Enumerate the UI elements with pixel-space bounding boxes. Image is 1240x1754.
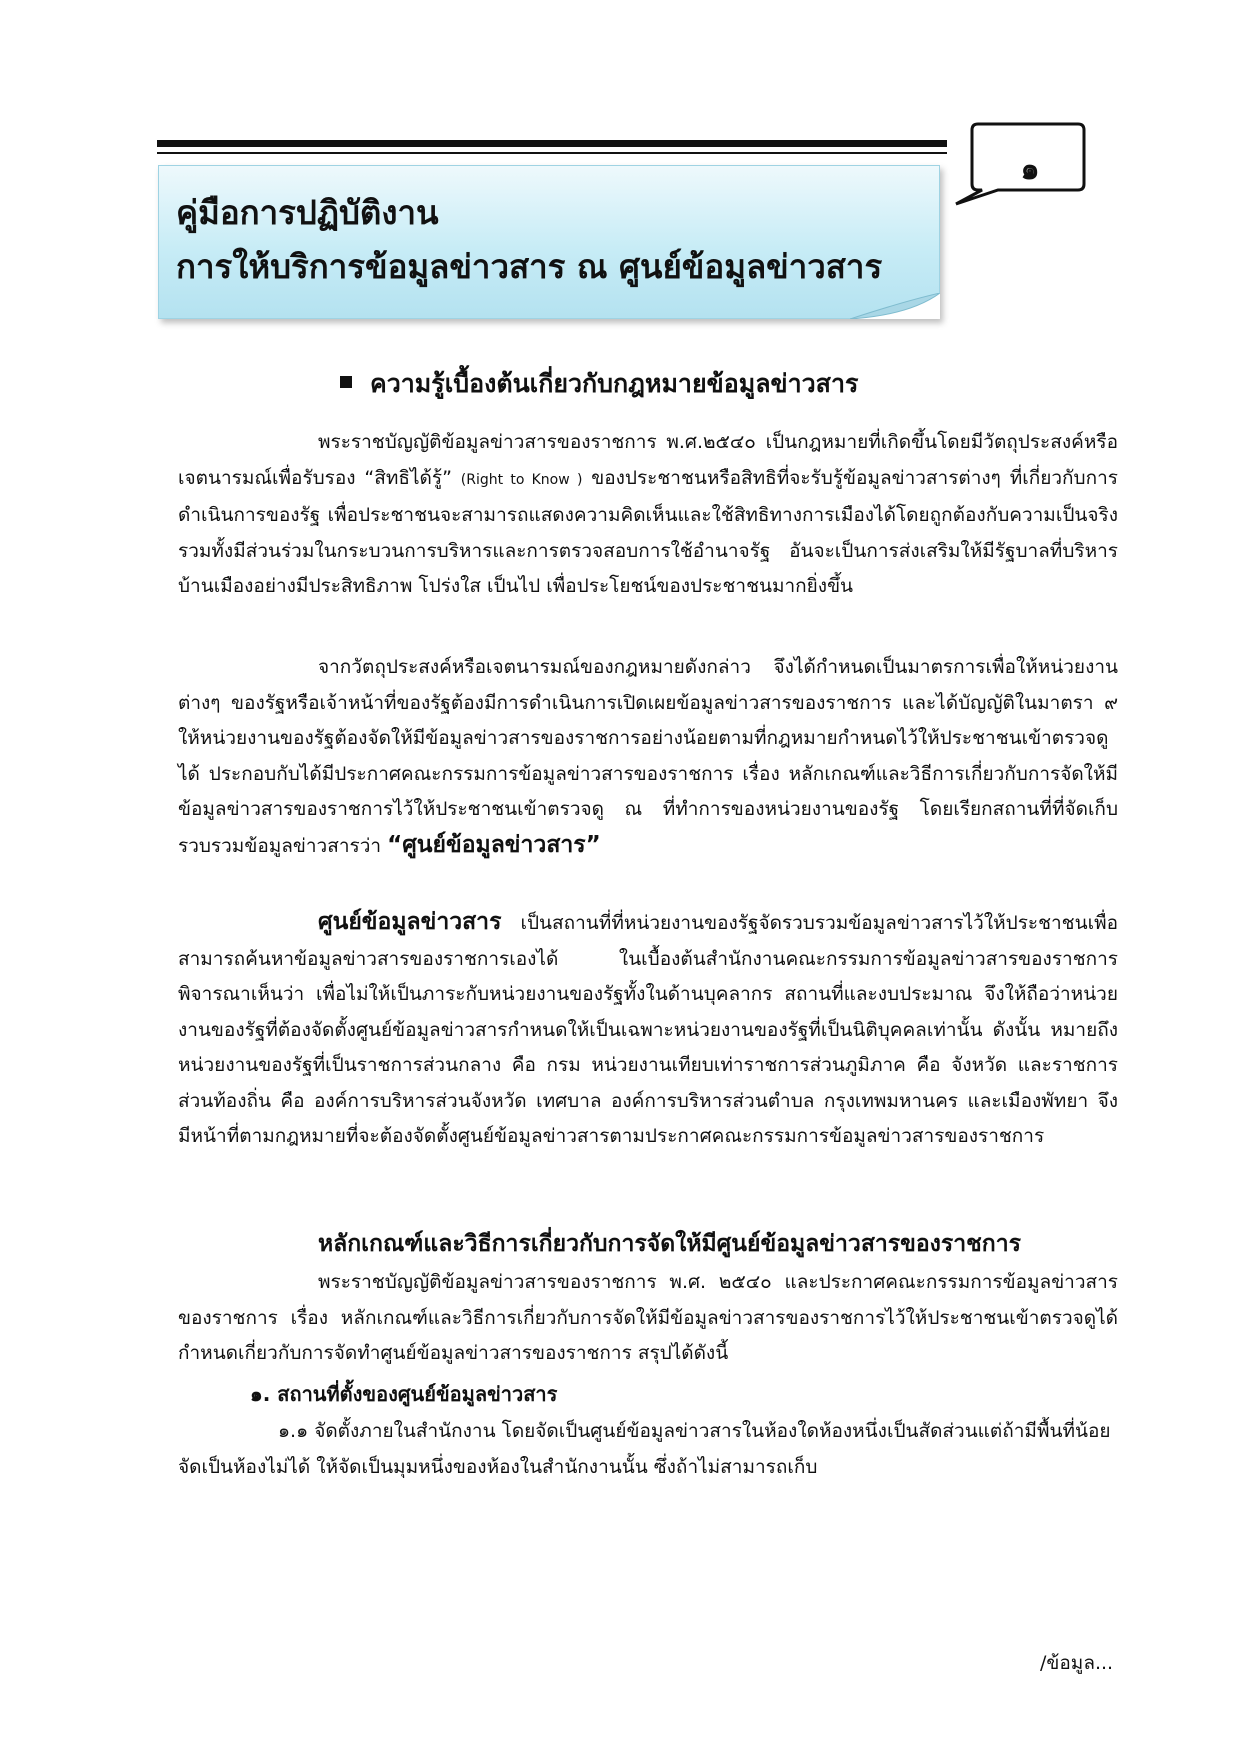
title-line-2: การให้บริการข้อมูลข่าวสาร ณ ศูนย์ข้อมูลข่าวสาร: [176, 247, 883, 286]
paragraph-4-text: พระราชบัญญัติข้อมูลข่าวสารของราชการ พ.ศ. ๒๕๔๐ และประกาศคณะกรรมการข้อมูลข่าวสารของราชการ เรื่อง หลักเกณฑ์และวิธีการเกี่ยวกับการจัดให้มีข้อมูลข่าวสารของราชการไว้ให้ประชาชนเข้าตรวจดูได้กำหนดเกี่ยวกับการจัดทำศูนย์ข้อมูลข่าวสารของราชการ สรุปได้ดังนี้: [178, 1271, 1118, 1364]
page-number: ๑: [1020, 152, 1040, 187]
page-curl-icon: [850, 293, 940, 319]
paragraph-1-after: ของประชาชนหรือสิทธิที่จะรับรู้ข้อมูลข่าวสารต่างๆ ที่เกี่ยวกับการดำเนินการของรัฐ เพื่อประชาชนจะสามารถแสดงความคิดเห็นและใช้สิทธิทางการเมืองได้โดยถูกต้องกับความเป็นจริง รวมทั้งมีส่วนร่วมในกระบวนการบริหารและการตรวจสอบการใช้อำนาจรัฐ อันจะเป็นการส่งเสริมให้มีรัฐบาลที่บริหารบ้านเมืองอย่างมีประสิทธิภาพ โปร่งใส เป็นไป เพื่อประโยชน์ของประชาชนมากยิ่งขึ้น: [178, 466, 1118, 597]
paragraph-1-before: พระราชบัญญัติข้อมูลข่าวสารของราชการ พ.ศ.๒๕๔๐ เป็นกฎหมายที่เกิดขึ้นโดยมีวัตถุประสงค์หรือเจตนารมณ์เพื่อรับรอง “สิทธิได้รู้”: [178, 431, 1118, 489]
paragraph-2: [178, 650, 1118, 864]
item-1-heading: ๑. สถานที่ตั้งของศูนย์ข้อมูลข่าวสาร: [250, 1382, 558, 1406]
paragraph-4: [178, 1265, 1118, 1372]
paragraph-2-emphasis: “ศูนย์ข้อมูลข่าวสาร”: [387, 831, 601, 858]
section-heading-text: ความรู้เบื้องต้นเกี่ยวกับกฎหมายข้อมูลข่าวสาร: [370, 369, 859, 398]
title-line-1: คู่มือการปฏิบัติงาน: [176, 193, 439, 232]
paragraph-2-text: จากวัตถุประสงค์หรือเจตนารมณ์ของกฎหมายดังกล่าว จึงได้กำหนดเป็นมาตรการเพื่อให้หน่วยงานต่างๆ ของรัฐหรือเจ้าหน้าที่ของรัฐต้องมีการดำเนินการเปิดเผยข้อมูลข่าวสารของราชการ และได้บัญญัติในมาตรา ๙ ให้หน่วยงานของรัฐต้องจัดให้มีข้อมูลข่าวสารของราชการอย่างน้อยตามที่กฎหมายกำหนดไว้ให้ประชาชนเข้าตรวจดูได้ ประกอบกับได้มีประกาศคณะกรรมการข้อมูลข่าวสารของราชการ เรื่อง หลักเกณฑ์และวิธีการเกี่ยวกับการจัดให้มีข้อมูลข่าวสารของราชการไว้ให้ประชาชนเข้าตรวจดู ณ ที่ทำการของหน่วยงานของรัฐ โดยเรียกสถานที่ที่จัดเก็บรวบรวมข้อมูลข่าวสารว่า: [178, 656, 1118, 857]
paragraph-3: [178, 905, 1118, 1155]
paragraph-3-text: เป็นสถานที่ที่หน่วยงานของรัฐจัดรวบรวมข้อมูลข่าวสารไว้ให้ประชาชนเพื่อสามารถค้นหาข้อมูลข่าวสารของราชการเองได้ ในเบื้องต้นสำนักงานคณะกรรมการข้อมูลข่าวสารของราชการพิจารณาเห็นว่า เพื่อไม่ให้เป็นภาระกับหน่วยงานของรัฐทั้งในด้านบุคลากร สถานที่และงบประมาณ จึงให้ถือว่าหน่วยงานของรัฐที่ต้องจัดตั้งศูนย์ข้อมูลข่าวสารกำหนดให้เป็นเฉพาะหน่วยงานของรัฐที่เป็นนิติบุคคลเท่านั้น ดังนั้น หมายถึง หน่วยงานของรัฐที่เป็นราชการส่วนกลาง คือ กรม หน่วยงานเทียบเท่าราชการส่วนภูมิภาค คือ จังหวัด และราชการส่วนท้องถิ่น คือ องค์การบริหารส่วนจังหวัด เทศบาล องค์การบริหารส่วนตำบล กรุงเทพมหานคร และเมืองพัทยา จึงมีหน้าที่ตามกฎหมายที่จะต้องจัดตั้งศูนย์ข้อมูลข่าวสารตามประกาศคณะกรรมการข้อมูลข่าวสารของราชการ: [178, 912, 1118, 1147]
footer-continuation: /ข้อมูล...: [1040, 1652, 1114, 1674]
header-rule-thin: [157, 152, 947, 154]
subheading: หลักเกณฑ์และวิธีการเกี่ยวกับการจัดให้มีศูนย์ข้อมูลข่าวสารของราชการ: [318, 1231, 1021, 1257]
item-1-1-text: ๑.๑ จัดตั้งภายในสำนักงาน โดยจัดเป็นศูนย์ข้อมูลข่าวสารในห้องใดห้องหนึ่งเป็นสัดส่วนแต่ถ้ามีพื้นที่น้อยจัดเป็นห้องไม่ได้ ให้จัดเป็นมุมหนึ่งของห้องในสำนักงานนั้น ซึ่งถ้าไม่สามารถเก็บ: [178, 1420, 1111, 1478]
square-bullet-icon: [340, 376, 352, 388]
paragraph-1: [178, 425, 1118, 605]
paragraph-3-lead: ศูนย์ข้อมูลข่าวสาร: [318, 909, 502, 935]
section-heading: [340, 364, 858, 404]
header-rule-thick: [157, 140, 947, 147]
paragraph-1-english: (Right to Know ): [460, 471, 583, 488]
item-1-1: [178, 1414, 1118, 1485]
